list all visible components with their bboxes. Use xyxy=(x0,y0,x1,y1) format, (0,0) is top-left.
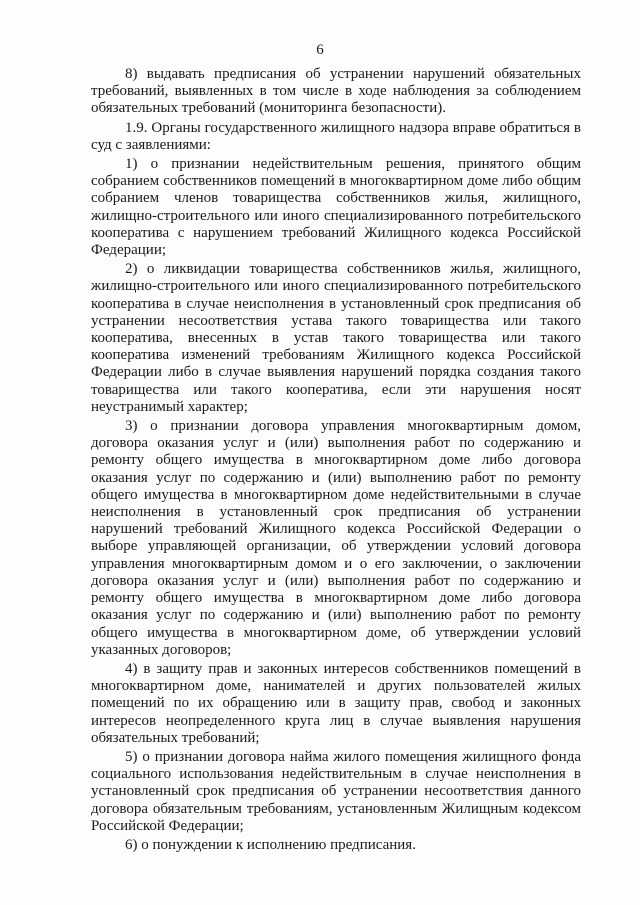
paragraph-item-3: 3) о признании договора управления многоквартирным домом, договора оказания услуг и (или) выполнения работ по содержанию и ремонту общего имущества в многоквартирном доме либо договора оказания услуг по содержанию и (или) выполнению работ по ремонту общего имущества в многоквартирном доме недействительными в случае неисполнения в установленный срок предписания об устранении нарушений требований Жилищного кодекса Российской Федерации о выборе управляющей организации, об утверждении условий договора управления многоквартирным домом и о его заключении, о заключении договора оказания услуг и (или) выполнения работ по содержанию и ремонту общего имущества в многоквартирном доме либо договора оказания услуг по содержанию и (или) выполнению работ по ремонту общего имущества в многоквартирном доме, об утверждении условий указанных договоров; xyxy=(91,418,581,658)
page-number: 6 xyxy=(316,42,324,58)
paragraph-section-1-9: 1.9. Органы государственного жилищного надзора вправе обратиться в суд с заявлениями: xyxy=(91,119,581,153)
paragraph-item-1: 1) о признании недействительным решения, принятого общим собранием собственников помещений в многоквартирном доме либо общим собранием членов товарищества собственников жилья, жилищного, жилищно-строительного или иного специализированного потребительского кооператива с нарушением требований Жилищного кодекса Российской Федерации; xyxy=(91,156,581,259)
paragraph-item-4: 4) в защиту прав и законных интересов собственников помещений в многоквартирном доме, нанимателей и других пользователей жилых помещений по их обращению или в защиту прав, свобод и законных интересов неопределенного круга лиц в случае выявления нарушения обязательных требований; xyxy=(91,660,581,746)
paragraph-item-5: 5) о признании договора найма жилого помещения жилищного фонда социального использования недействительным в случае неисполнения в установленный срок предписания об устранении несоответствия данного договора обязательным требованиям, установленным Жилищным кодексом Российской Федерации; xyxy=(91,748,581,834)
document-body xyxy=(91,66,581,856)
paragraph-item-6: 6) о понуждении к исполнению предписания. xyxy=(125,836,416,853)
paragraph-item-2: 2) о ликвидации товарищества собственников жилья, жилищного, жилищно-строительного или иного специализированного потребительского кооператива в случае неисполнения в установленный срок предписания об устранении несоответствия устава такого товарищества или такого кооператива, внесенных в устав такого товарищества или такого кооператива изменений требованиям Жилищного кодекса Российской Федерации либо в случае выявления нарушений порядка создания такого товарищества или такого кооператива, если эти нарушения носят неустранимый характер; xyxy=(91,261,581,415)
paragraph-item-8: 8) выдавать предписания об устранении нарушений обязательных требований, выявленных в том числе в ходе наблюдения за соблюдением обязательных требований (мониторинга безопасности). xyxy=(91,66,581,117)
